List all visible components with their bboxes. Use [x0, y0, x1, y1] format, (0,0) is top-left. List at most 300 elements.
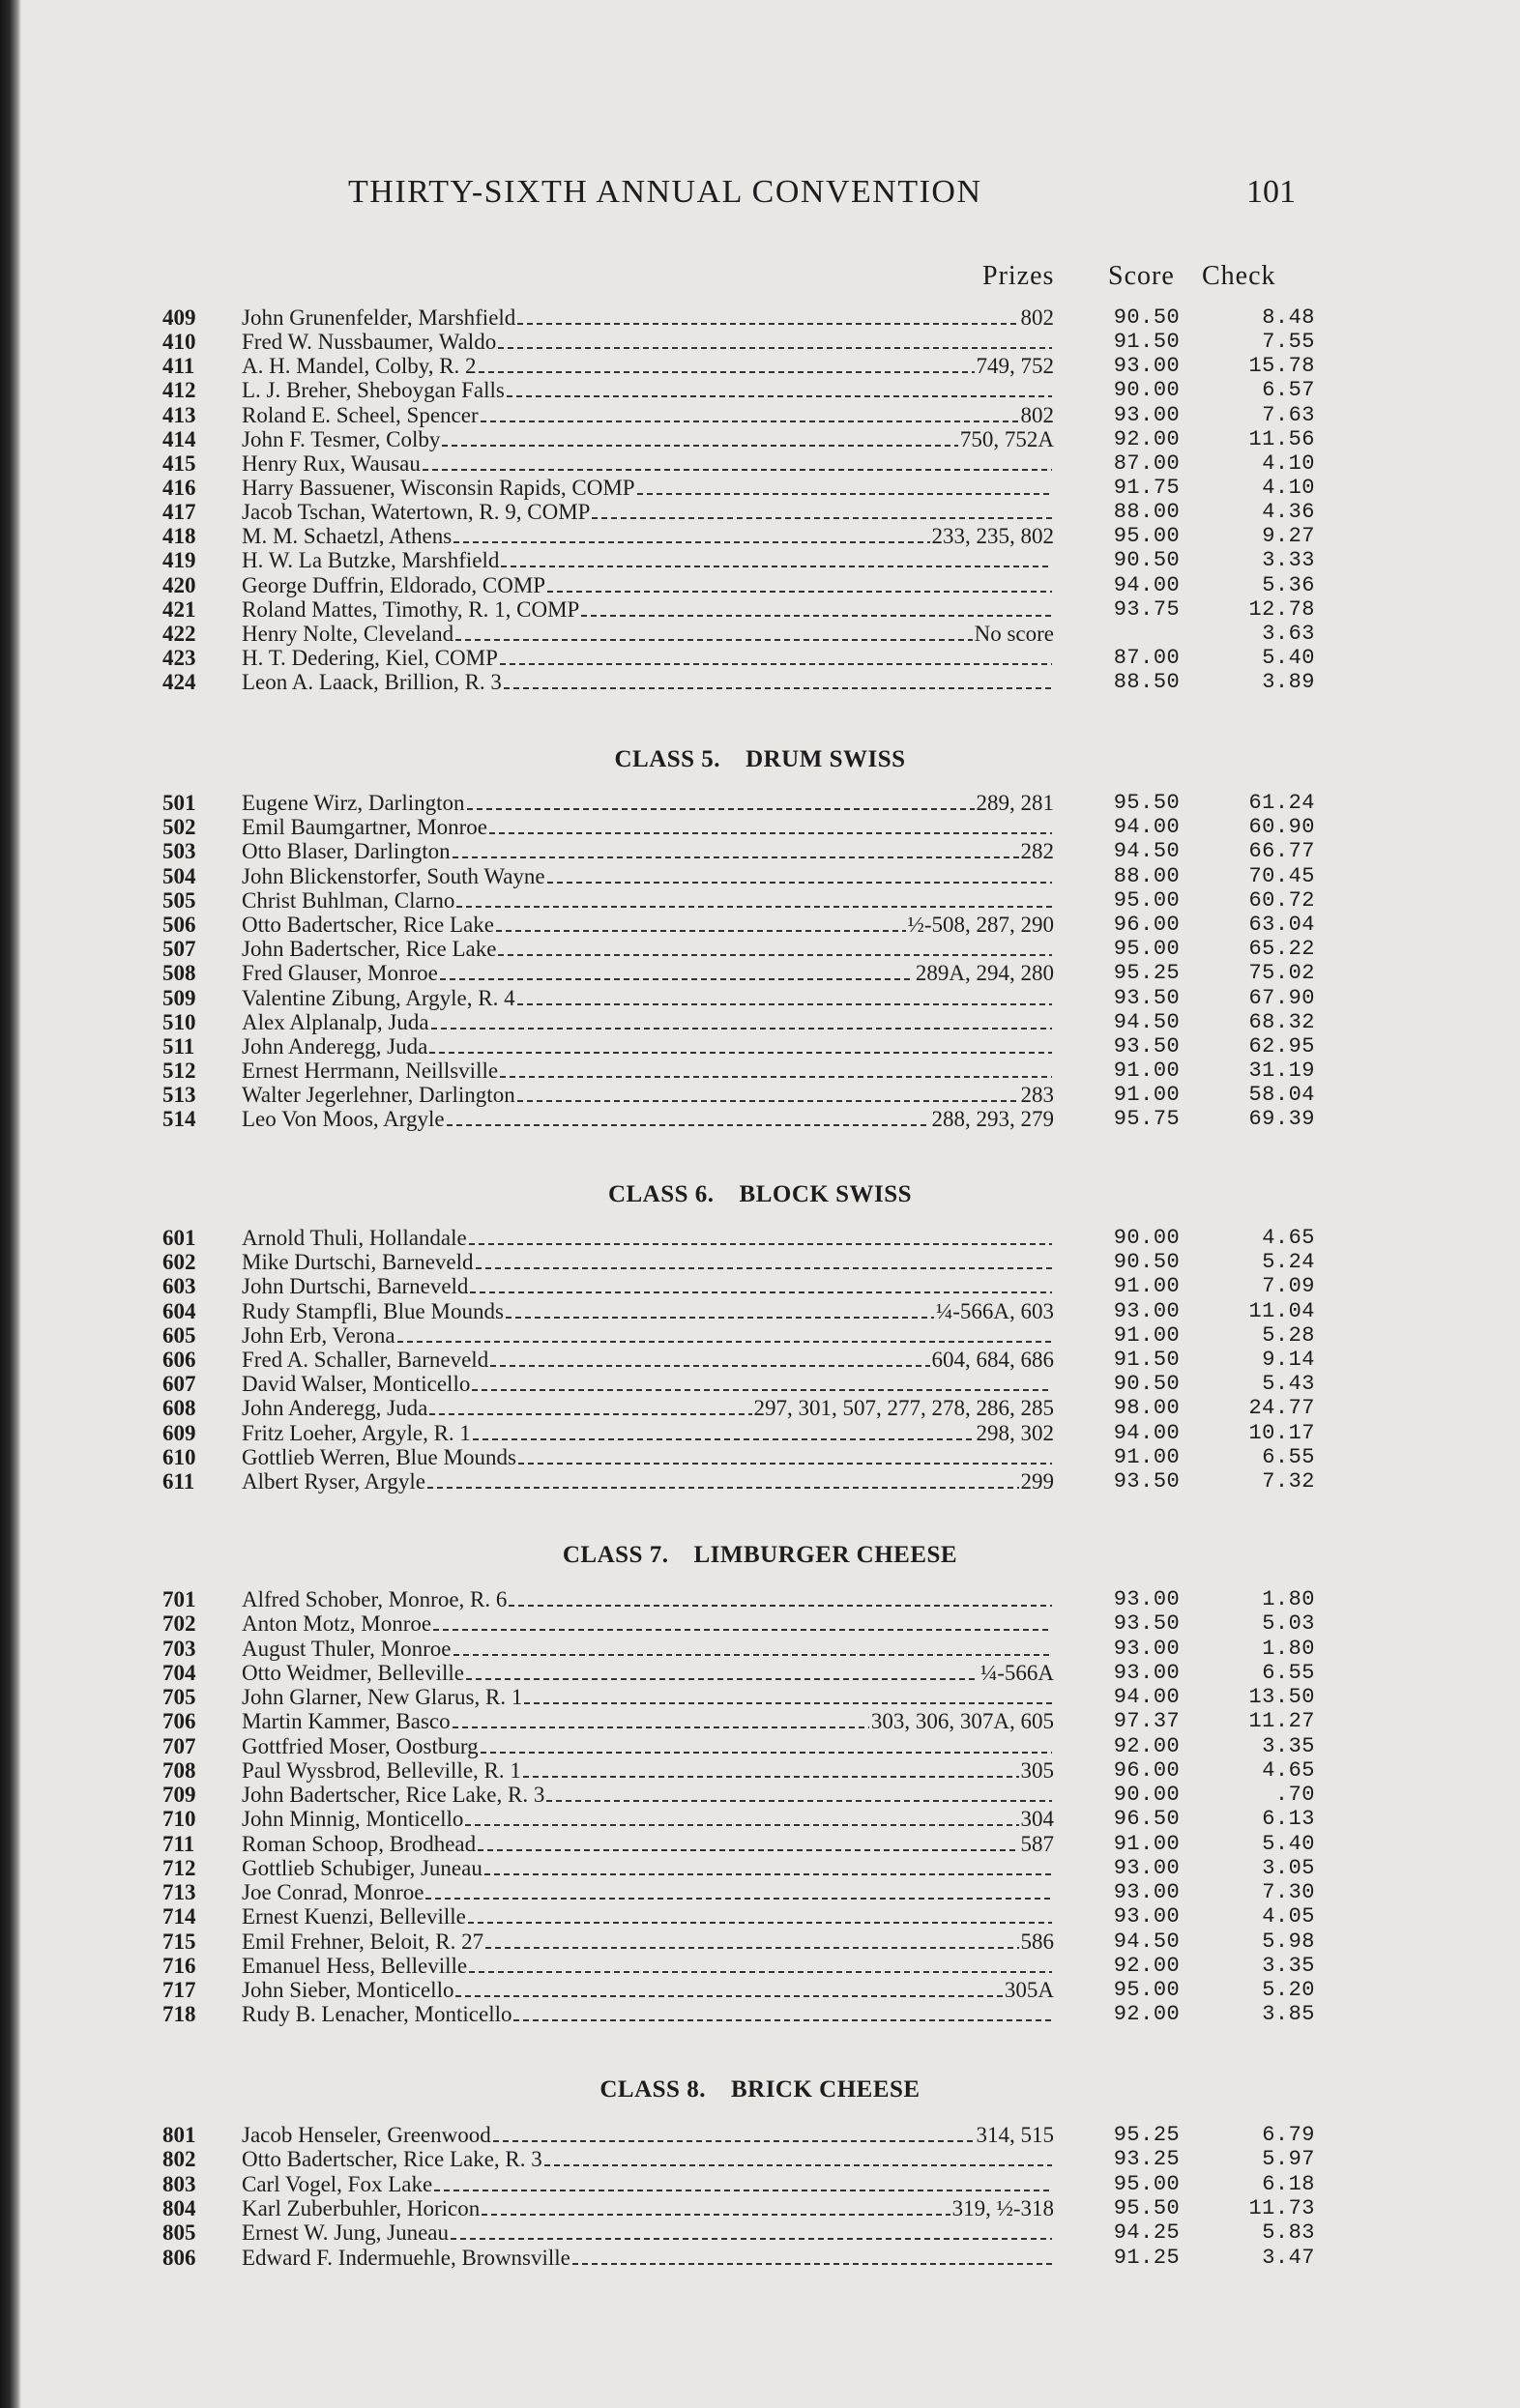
entry-row: [0, 354, 1520, 378]
entry-number: 610: [162, 1444, 196, 1469]
entry-number: 424: [162, 670, 196, 695]
entry-row: [0, 305, 1520, 330]
exhibitor-name: Rudy Stampfli, Blue Mounds: [242, 1298, 504, 1323]
prize-numbers: 233, 235, 802: [931, 524, 1054, 549]
entry-row: [0, 1421, 1520, 1445]
score-value: 90.00: [1113, 1783, 1181, 1807]
entry-number: 704: [162, 1660, 196, 1685]
dot-leader: [397, 1341, 1052, 1343]
entry-leader: [242, 2246, 1054, 2270]
check-amount: 31.19: [1248, 1059, 1315, 1084]
entry-leader: [242, 1832, 1054, 1856]
exhibitor-name: Ernest Kuenzi, Belleville: [242, 1904, 466, 1929]
score-value: 92.00: [1113, 426, 1181, 451]
entry-number: 707: [162, 1733, 196, 1758]
exhibitor-name: Paul Wyssbrod, Belleville, R. 1: [242, 1757, 521, 1783]
score-value: 91.00: [1113, 1059, 1181, 1084]
check-amount: 4.10: [1262, 475, 1315, 500]
check-amount: 9.14: [1262, 1347, 1315, 1372]
entry-row: [0, 1396, 1520, 1420]
dot-leader: [429, 1052, 1052, 1054]
exhibitor-name: Anton Motz, Monroe: [242, 1611, 432, 1637]
check-amount: 5.20: [1262, 1978, 1315, 2002]
score-value: 92.00: [1113, 1953, 1181, 1978]
entry-number: 718: [162, 2002, 196, 2027]
entry-leader: [242, 2123, 1054, 2147]
entry-number: 505: [162, 887, 196, 913]
entry-row: [0, 1637, 1520, 1661]
check-amount: 6.55: [1262, 1660, 1315, 1685]
exhibitor-name: Jacob Henseler, Greenwood: [242, 2123, 491, 2147]
entry-number: 506: [162, 912, 196, 937]
prize-numbers: ¼-566A: [979, 1660, 1054, 1685]
score-value: 93.00: [1113, 1904, 1181, 1929]
entry-leader: [242, 1929, 1054, 1954]
score-value: 88.50: [1113, 670, 1181, 695]
score-value: 90.50: [1113, 1372, 1181, 1397]
exhibitor-name: Otto Badertscher, Rice Lake, R. 3: [242, 2147, 542, 2172]
score-value: 96.00: [1113, 1757, 1181, 1783]
dot-leader: [425, 1898, 1052, 1900]
entry-number: 502: [162, 815, 196, 840]
dot-leader: [429, 1413, 751, 1415]
entry-leader: [242, 1685, 1054, 1709]
dot-leader: [482, 2214, 950, 2216]
entry-row: [0, 451, 1520, 476]
dot-leader: [481, 1752, 1052, 1754]
score-value: 93.50: [1113, 1033, 1181, 1059]
check-amount: 7.30: [1262, 1880, 1315, 1904]
score-value: 98.00: [1113, 1396, 1181, 1421]
score-value: 95.75: [1113, 1107, 1181, 1132]
dot-leader: [592, 517, 1052, 519]
prize-numbers: ½-508, 287, 290: [907, 912, 1054, 937]
entry-leader: [242, 1856, 1054, 1880]
entry-leader: [242, 1709, 1054, 1733]
check-amount: 3.85: [1262, 2002, 1315, 2027]
exhibitor-name: David Walser, Monticello: [242, 1372, 471, 1397]
prize-numbers: 319, ½-318: [951, 2196, 1054, 2221]
score-value: 93.75: [1113, 596, 1181, 622]
class-heading: [0, 2076, 1520, 2103]
score-value: 95.00: [1113, 937, 1181, 962]
page-title: THIRTY-SIXTH ANNUAL CONVENTION: [348, 174, 982, 210]
check-amount: 5.83: [1262, 2220, 1315, 2246]
entry-row: [0, 403, 1520, 427]
dot-leader: [517, 1003, 1052, 1005]
check-amount: 3.47: [1262, 2245, 1315, 2270]
entry-leader: [242, 1372, 1054, 1396]
check-amount: 68.32: [1248, 1009, 1315, 1034]
entry-leader: [242, 403, 1054, 427]
check-amount: 11.27: [1248, 1709, 1315, 1734]
exhibitor-name: H. W. La Butzke, Marshfield: [242, 548, 500, 573]
score-value: 92.00: [1113, 1733, 1181, 1758]
entry-leader: [242, 1469, 1054, 1494]
entry-number: 601: [162, 1226, 196, 1250]
exhibitor-name: A. H. Mandel, Colby, R. 2: [242, 354, 477, 379]
check-amount: 5.28: [1262, 1322, 1315, 1348]
exhibitor-name: Arnold Thuli, Hollandale: [242, 1226, 467, 1250]
entries-table: [0, 791, 1520, 1132]
entry-leader: [242, 1083, 1054, 1107]
exhibitor-name: John F. Tesmer, Colby: [242, 426, 441, 451]
entry-leader: [242, 451, 1054, 476]
exhibitor-name: Alfred Schober, Monroe, R. 6: [242, 1587, 508, 1611]
entry-leader: [242, 2172, 1054, 2196]
entry-row: [0, 986, 1520, 1010]
score-value: 90.00: [1113, 378, 1181, 403]
entry-number: 419: [162, 548, 196, 573]
check-amount: 10.17: [1248, 1420, 1315, 1445]
entry-leader: [242, 1758, 1054, 1783]
exhibitor-name: Emil Frehner, Beloit, R. 27: [242, 1929, 484, 1954]
entry-row: [0, 1832, 1520, 1856]
entry-number: 806: [162, 2245, 196, 2270]
entry-number: 608: [162, 1396, 196, 1421]
score-value: 93.00: [1113, 402, 1181, 427]
check-amount: 7.55: [1262, 330, 1315, 355]
check-amount: 13.50: [1248, 1685, 1315, 1709]
entry-leader: [242, 1010, 1054, 1034]
entry-number: 611: [162, 1468, 195, 1494]
exhibitor-name: Otto Blaser, Darlington: [242, 839, 451, 864]
check-amount: 4.10: [1262, 450, 1315, 476]
check-amount: 70.45: [1248, 863, 1315, 888]
entry-row: [0, 1299, 1520, 1323]
class-heading: [0, 1181, 1520, 1208]
entry-leader: [242, 1059, 1054, 1083]
entry-leader: [242, 1250, 1054, 1274]
entry-row: [0, 1709, 1520, 1733]
dot-leader: [517, 1100, 1019, 1102]
exhibitor-name: Roman Schoop, Brodhead: [242, 1831, 477, 1856]
dot-leader: [431, 1028, 1052, 1030]
entry-row: [0, 476, 1520, 500]
exhibitor-name: John Anderegg, Juda: [242, 1033, 428, 1059]
entry-leader: [242, 1954, 1054, 1978]
entry-row: [0, 1783, 1520, 1807]
entry-row: [0, 1904, 1520, 1929]
dot-leader: [478, 1849, 1018, 1851]
dot-leader: [447, 1124, 930, 1126]
dot-leader: [434, 2190, 1052, 2191]
exhibitor-name: Edward F. Indermuehle, Brownsville: [242, 2245, 570, 2270]
entry-number: 715: [162, 1929, 196, 1954]
dot-leader: [427, 1487, 1018, 1489]
entry-row: [0, 500, 1520, 524]
exhibitor-name: Harry Bassuener, Wisconsin Rapids, COMP: [242, 475, 635, 500]
entry-leader: [242, 548, 1054, 572]
column-headers: [0, 261, 1520, 294]
entry-leader: [242, 646, 1054, 670]
dot-leader: [507, 395, 1052, 397]
prize-numbers: 297, 301, 507, 277, 278, 286, 285: [753, 1396, 1054, 1421]
entry-number: 803: [162, 2171, 196, 2196]
dot-leader: [453, 1726, 869, 1728]
entry-number: 416: [162, 475, 196, 500]
dot-leader: [517, 323, 1018, 325]
check-amount: 3.35: [1262, 1733, 1315, 1758]
entry-leader: [242, 961, 1054, 985]
entry-leader: [242, 1226, 1054, 1250]
entry-row: [0, 1010, 1520, 1034]
entry-row: [0, 427, 1520, 451]
prize-numbers: 288, 293, 279: [931, 1107, 1054, 1132]
class-number: CLASS 8.: [599, 2076, 706, 2103]
score-value: 93.00: [1113, 1660, 1181, 1685]
dot-leader: [493, 2140, 975, 2142]
entry-leader: [242, 1396, 1054, 1420]
check-amount: 58.04: [1248, 1083, 1315, 1108]
entry-number: 801: [162, 2123, 196, 2147]
score-value: 95.00: [1113, 1978, 1181, 2002]
score-value: 94.50: [1113, 1929, 1181, 1954]
check-amount: 4.36: [1262, 500, 1315, 525]
entries-table: [0, 1226, 1520, 1494]
check-amount: 7.63: [1262, 402, 1315, 427]
entry-leader: [242, 305, 1054, 330]
entries-table: [0, 1587, 1520, 2027]
check-amount: 69.39: [1248, 1107, 1315, 1132]
dot-leader: [481, 421, 1019, 422]
entry-row: [0, 2196, 1520, 2220]
class-heading: [0, 1542, 1520, 1569]
check-amount: 11.56: [1248, 426, 1315, 451]
prize-numbers: 305: [1020, 1757, 1054, 1783]
dot-leader: [456, 906, 1052, 908]
dot-leader: [518, 1463, 1052, 1465]
score-value: 93.00: [1113, 354, 1181, 379]
entry-row: [0, 961, 1520, 985]
entry-number: 714: [162, 1904, 196, 1929]
score-value: 91.75: [1113, 475, 1181, 500]
exhibitor-name: Fred Glauser, Monroe: [242, 961, 438, 986]
entry-number: 511: [162, 1033, 195, 1059]
dot-leader: [500, 1076, 1052, 1078]
check-amount: 1.80: [1262, 1587, 1315, 1611]
score-value: 95.50: [1113, 791, 1181, 815]
score-value: 95.00: [1113, 887, 1181, 913]
check-amount: 6.13: [1262, 1807, 1315, 1832]
check-amount: 62.95: [1248, 1033, 1315, 1059]
check-amount: 24.77: [1248, 1396, 1315, 1421]
entry-leader: [242, 2220, 1054, 2245]
entry-row: [0, 573, 1520, 597]
score-value: 94.50: [1113, 1009, 1181, 1034]
entry-row: [0, 1372, 1520, 1396]
check-amount: 5.97: [1262, 2147, 1315, 2172]
exhibitor-name: Gottlieb Werren, Blue Mounds: [242, 1444, 516, 1469]
entry-row: [0, 548, 1520, 572]
exhibitor-name: John Anderegg, Juda: [242, 1396, 428, 1421]
dot-leader: [637, 493, 1052, 495]
entry-leader: [242, 1421, 1054, 1445]
entry-row: [0, 1758, 1520, 1783]
entry-row: [0, 1587, 1520, 1611]
entry-row: [0, 1856, 1520, 1880]
exhibitor-name: Emanuel Hess, Belleville: [242, 1953, 468, 1978]
entry-number: 422: [162, 621, 196, 646]
class-name: LIMBURGER CHEESE: [693, 1542, 958, 1568]
exhibitor-name: Ernest Herrmann, Neillsville: [242, 1059, 499, 1084]
class-name: BLOCK SWISS: [739, 1181, 913, 1207]
prize-numbers: 749, 752: [976, 354, 1054, 379]
check-amount: 61.24: [1248, 791, 1315, 815]
dot-leader: [470, 1291, 1052, 1293]
entry-row: [0, 622, 1520, 646]
entry-row: [0, 1807, 1520, 1831]
dot-leader: [546, 1800, 1052, 1802]
score-value: 93.00: [1113, 1880, 1181, 1904]
check-amount: 12.78: [1248, 596, 1315, 622]
dot-leader: [547, 591, 1052, 593]
dot-leader: [498, 954, 1052, 956]
entry-number: 509: [162, 985, 196, 1010]
score-value: 91.00: [1113, 1831, 1181, 1856]
dot-leader: [433, 1629, 1052, 1631]
entry-leader: [242, 1034, 1054, 1059]
prize-numbers: 802: [1020, 305, 1054, 330]
exhibitor-name: John Sieber, Monticello: [242, 1978, 454, 2002]
dot-leader: [455, 639, 973, 641]
page-header: [348, 174, 1315, 222]
class-number: CLASS 5.: [614, 746, 721, 772]
dot-leader: [523, 1776, 1019, 1778]
entry-leader: [242, 330, 1054, 354]
entry-leader: [242, 937, 1054, 961]
entry-leader: [242, 1637, 1054, 1661]
dot-leader: [455, 1995, 1002, 1997]
exhibitor-name: John Glarner, New Glarus, R. 1: [242, 1685, 523, 1709]
entry-row: [0, 378, 1520, 402]
entry-number: 417: [162, 500, 196, 525]
entry-number: 513: [162, 1083, 196, 1108]
entry-leader: [242, 670, 1054, 694]
check-amount: 5.36: [1262, 572, 1315, 597]
entry-row: [0, 888, 1520, 913]
check-amount: 3.63: [1262, 621, 1315, 646]
score-value: 90.00: [1113, 1226, 1181, 1250]
prize-numbers: 314, 515: [976, 2123, 1054, 2147]
exhibitor-name: H. T. Dedering, Kiel, COMP: [242, 645, 498, 670]
entry-row: [0, 2220, 1520, 2245]
exhibitor-name: John Minnig, Monticello: [242, 1807, 464, 1832]
entry-leader: [242, 913, 1054, 937]
check-amount: 5.40: [1262, 645, 1315, 670]
entry-leader: [242, 1661, 1054, 1685]
dot-leader: [544, 2164, 1052, 2166]
class-number: CLASS 6.: [607, 1181, 715, 1207]
class-name: DRUM SWISS: [745, 746, 906, 772]
entry-row: [0, 1469, 1520, 1494]
exhibitor-name: August Thuler, Monroe: [242, 1636, 452, 1661]
entry-number: 804: [162, 2196, 196, 2221]
entries-table: [0, 305, 1520, 694]
score-value: 94.25: [1113, 2220, 1181, 2246]
prizes-column-header: Prizes: [982, 261, 1055, 291]
entry-number: 423: [162, 645, 196, 670]
score-value: 94.00: [1113, 1420, 1181, 1445]
dot-leader: [485, 1947, 1018, 1949]
entry-number: 706: [162, 1709, 196, 1734]
prize-numbers: No score: [974, 621, 1054, 646]
check-amount: 6.18: [1262, 2171, 1315, 2196]
entry-row: [0, 1661, 1520, 1685]
exhibitor-name: Leon A. Laack, Brillion, R. 3: [242, 670, 502, 695]
dot-leader: [479, 371, 975, 373]
entry-number: 503: [162, 839, 196, 864]
score-value: 91.00: [1113, 1322, 1181, 1348]
entry-leader: [242, 2196, 1054, 2220]
entry-row: [0, 1880, 1520, 1904]
entry-number: 508: [162, 961, 196, 986]
exhibitor-name: Gottlieb Schubiger, Juneau: [242, 1855, 482, 1880]
entry-leader: [242, 839, 1054, 863]
entry-leader: [242, 427, 1054, 451]
dot-leader: [501, 566, 1052, 567]
exhibitor-name: Henry Nolte, Cleveland: [242, 621, 454, 646]
page-number: 101: [1246, 174, 1296, 210]
dot-leader: [504, 687, 1052, 689]
exhibitor-name: Fred W. Nussbaumer, Waldo: [242, 330, 497, 355]
check-amount: 60.90: [1248, 815, 1315, 840]
dot-leader: [451, 2238, 1052, 2240]
dot-leader: [469, 1971, 1052, 1973]
entry-leader: [242, 1611, 1054, 1636]
exhibitor-name: L. J. Breher, Sheboygan Falls: [242, 378, 505, 403]
dot-leader: [524, 1702, 1052, 1704]
entry-leader: [242, 1783, 1054, 1807]
entry-leader: [242, 500, 1054, 524]
entry-number: 702: [162, 1611, 196, 1637]
entry-row: [0, 1226, 1520, 1250]
entry-row: [0, 2147, 1520, 2171]
entry-row: [0, 2246, 1520, 2270]
entry-leader: [242, 1348, 1054, 1372]
score-value: 93.50: [1113, 1468, 1181, 1494]
exhibitor-name: George Duffrin, Eldorado, COMP: [242, 572, 546, 597]
dot-leader: [498, 347, 1052, 349]
score-value: 91.50: [1113, 330, 1181, 355]
check-amount: 66.77: [1248, 839, 1315, 864]
score-value: 93.50: [1113, 1611, 1181, 1637]
dot-leader: [490, 1365, 929, 1367]
score-value: 94.00: [1113, 815, 1181, 840]
exhibitor-name: Roland Mattes, Timothy, R. 1, COMP: [242, 596, 580, 622]
score-value: 90.50: [1113, 548, 1181, 573]
entry-row: [0, 1734, 1520, 1758]
prize-numbers: 802: [1020, 402, 1054, 427]
check-amount: 7.32: [1262, 1468, 1315, 1494]
entry-number: 514: [162, 1107, 196, 1132]
entry-leader: [242, 1299, 1054, 1323]
check-amount: 3.33: [1262, 548, 1315, 573]
exhibitor-name: Jacob Tschan, Watertown, R. 9, COMP: [242, 500, 591, 525]
exhibitor-name: Eugene Wirz, Darlington: [242, 791, 465, 815]
class-name: BRICK CHEESE: [730, 2076, 921, 2103]
exhibitor-name: John Grunenfelder, Marshfield: [242, 305, 516, 330]
check-amount: 3.05: [1262, 1855, 1315, 1880]
entry-number: 701: [162, 1587, 196, 1611]
score-value: 93.00: [1113, 1636, 1181, 1661]
entry-number: 705: [162, 1685, 196, 1709]
entry-row: [0, 1685, 1520, 1709]
score-value: 94.00: [1113, 572, 1181, 597]
entry-leader: [242, 864, 1054, 888]
entry-row: [0, 839, 1520, 863]
check-amount: 5.03: [1262, 1611, 1315, 1637]
